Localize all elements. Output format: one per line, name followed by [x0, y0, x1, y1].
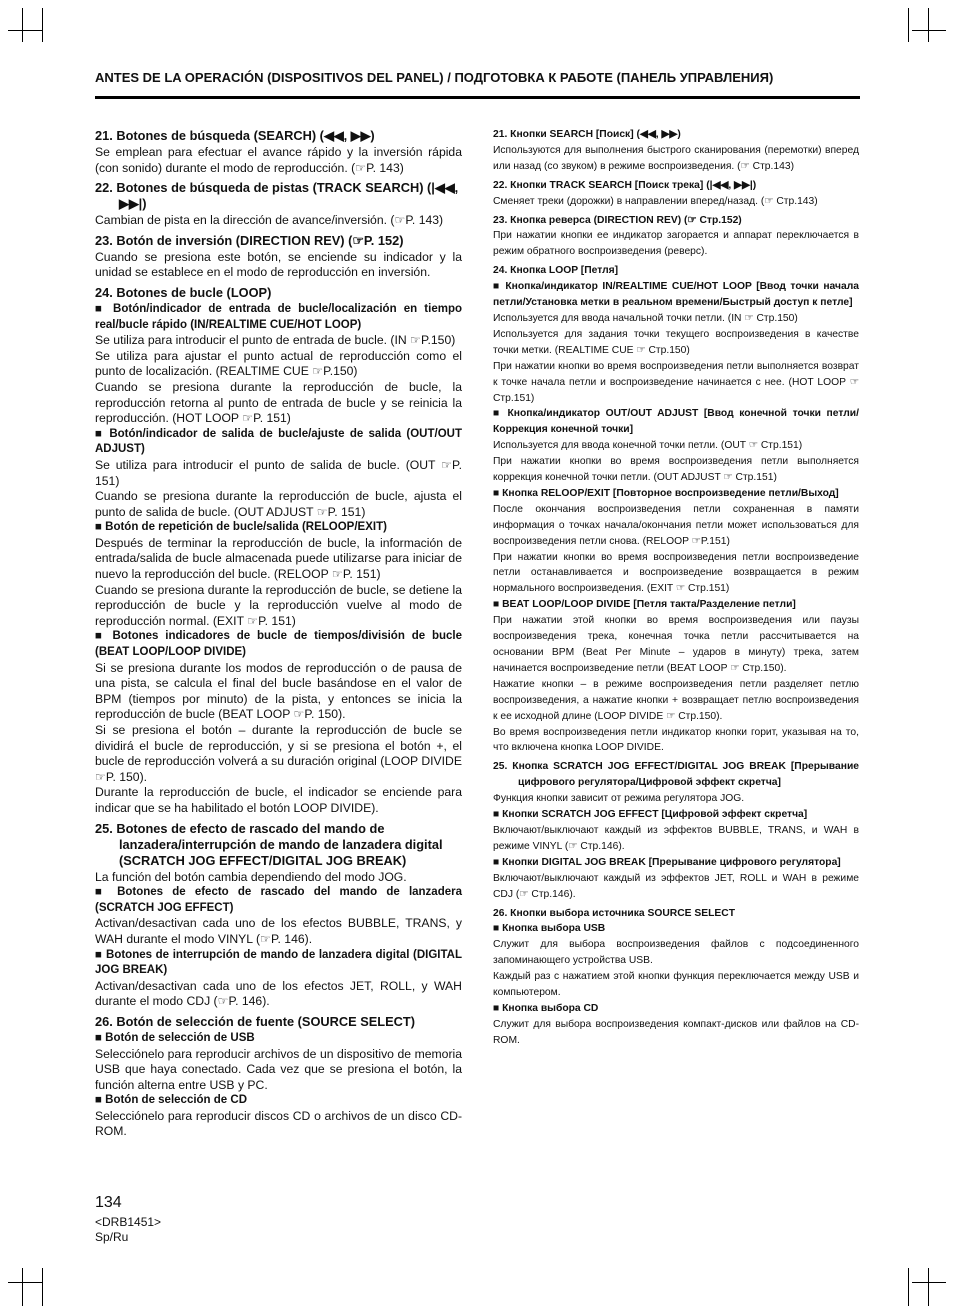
- subsection-heading: ■ Botones de interrupción de mando de lanzadera digital (DIGITAL JOG BREAK): [95, 948, 462, 977]
- paragraph: Включают/выключают каждый из эффектов BUBBLE, TRANS, и WAH в режиме VINYL (☞ Стр.146).: [493, 824, 859, 852]
- crop-mark: [928, 8, 929, 42]
- paragraph: Каждый раз с нажатием этой кнопки функция переключается между USB и компьютером.: [493, 971, 859, 999]
- paragraph: Si se presiona durante los modos de reproducción o de pausa de una pista, se calcula el final del bucle basándose en el valor de BPM (tiempos por minuto) de la pista, y entonces se inicia la reproducción de bucle (BEAT LOOP ☞P. 150).: [95, 660, 462, 722]
- paragraph: Después de terminar la reproducción de bucle, la información de entrada/salida de bucle almacenada puede utilizarse para iniciar de nuevo la reproducción del bucle. (RELOOP ☞P. 151): [95, 535, 462, 582]
- crop-mark: [8, 1282, 42, 1283]
- crop-mark: [908, 1268, 909, 1306]
- section-heading: 25. Кнопка SCRATCH JOG EFFECT/DIGITAL JOG BREAK [Прерывание цифрового регулятора/Цифровой эффект скретча]: [493, 761, 859, 789]
- page-number: 134: [95, 1194, 122, 1211]
- subsection-heading: ■ Botón/indicador de entrada de bucle/localización en tiempo real/bucle rápido (IN/REALTIME CUE/HOT LOOP): [95, 302, 462, 331]
- paragraph: Используется для ввода конечной точки петли. (OUT ☞ Стр.151): [493, 440, 803, 452]
- paragraph: После окончания воспроизведения петли сохраненная в памяти информация о точках начала/окончания петли может использоваться для воспроизведения петли снова. (RELOOP ☞P.151): [493, 503, 859, 547]
- paragraph: Selecciónelo para reproducir discos CD o archivos de un disco CD-ROM.: [95, 1108, 462, 1139]
- page-header: ANTES DE LA OPERACIÓN (DISPOSITIVOS DEL PANEL) / ПОДГОТОВКА К РАБОТЕ (ПАНЕЛЬ УПРАВЛЕНИЯ): [95, 70, 774, 85]
- paragraph: La función del botón cambia dependiendo del modo JOG.: [95, 869, 407, 884]
- subsection-heading: ■ Botón/indicador de salida de bucle/ajuste de salida (OUT/OUT ADJUST): [95, 427, 462, 456]
- section-heading: 21. Кнопки SEARCH [Поиск] (◀◀, ▶▶): [493, 129, 681, 140]
- subsection-heading: ■ Botón de selección de USB: [95, 1031, 255, 1044]
- subsection-heading: ■ Кнопка выбора USB: [493, 923, 606, 935]
- paragraph: Se utiliza para introducir el punto de entrada de bucle. (IN ☞P.150): [95, 333, 456, 348]
- paragraph: Selecciónelo para reproducir archivos de un dispositivo de memoria USB que haya conectado. Cada vez que se presiona el botón, la función alterna entre USB y PC.: [95, 1046, 462, 1092]
- paragraph: Se emplean para efectuar el avance rápido y la inversión rápida (con sonido) durante el modo de reproducción. (☞P. 143): [95, 145, 462, 175]
- subsection-heading: ■ Botón de repetición de bucle/salida (RELOOP/EXIT): [95, 521, 387, 534]
- paragraph: Используется для задания точки текущего воспроизведения в качестве точки метки. (REALTIME CUE ☞ Стр.150): [493, 328, 859, 356]
- subsection-heading: ■ Botones indicadores de bucle de tiempos/división de bucle (BEAT LOOP/LOOP DIVIDE): [95, 630, 462, 659]
- paragraph: Activan/desactivan cada uno de los efectos BUBBLE, TRANS, y WAH durante el modo VINYL (☞P. 146).: [95, 916, 462, 946]
- subsection-heading: ■ Botón de selección de CD: [95, 1094, 247, 1107]
- paragraph: Se utiliza para introducir el punto de salida de bucle. (OUT ☞P. 151): [95, 457, 462, 488]
- crop-mark: [908, 8, 909, 42]
- paragraph: Во время воспроизведения петли индикатор кнопки горит, указывая на то, что включена кнопка LOOP DIVIDE.: [493, 726, 859, 754]
- paragraph: При нажатии кнопки ее индикатор загорается и аппарат переключается в режим обратного воспроизведения (реверс).: [493, 230, 859, 258]
- crop-mark: [22, 8, 23, 42]
- paragraph: Служит для выбора воспроизведения компакт-дисков или файлов на CD-ROM.: [493, 1018, 859, 1046]
- section-heading: 22. Кнопки TRACK SEARCH [Поиск трека] (|◀◀, ▶▶|): [493, 179, 757, 191]
- paragraph: При нажатии кнопки во время воспроизведения петли воспроизведение петли останавливается и воспроизведение возвращается в режим нормального воспроизведения. (EXIT ☞ Стр.151): [493, 551, 859, 595]
- subsection-heading: ■ Кнопки DIGITAL JOG BREAK [Прерывание цифрового регулятора]: [493, 856, 841, 868]
- section-heading: 26. Botón de selección de fuente (SOURCE SELECT): [95, 1013, 415, 1029]
- paragraph: При нажатии кнопки во время воспроизведения петли выполняется возврат к точке начала петли и воспроизведение начинается с нее. (HOT LOOP ☞ Стр.151): [493, 360, 859, 404]
- paragraph: Se utiliza para ajustar el punto actual de reproducción como el punto de localización. (REALTIME CUE ☞P.150): [95, 348, 462, 379]
- section-heading: 24. Кнопка LOOP [Петля]: [493, 265, 619, 277]
- subsection-heading: ■ Botones de efecto de rascado del mando de lanzadera (SCRATCH JOG EFFECT): [95, 886, 462, 914]
- russian-column: [493, 124, 859, 1049]
- header-rule: [95, 96, 860, 99]
- paragraph: Нажатие кнопки – в режиме воспроизведения петли разделяет петлю воспроизведения, а нажатие кнопки + возвращает петлю воспроизведения к ее исходной длине (LOOP DIVIDE ☞ Стр.150).: [493, 678, 859, 722]
- paragraph: Сменяет треки (дорожки) в направлении вперед/назад. (☞ Стр.143): [493, 195, 818, 207]
- crop-mark: [912, 1282, 946, 1283]
- subsection-heading: ■ Кнопка RELOOP/EXIT [Повторное воспроизведение петли/Выход]: [493, 487, 839, 499]
- paragraph: Durante la reproducción de bucle, el indicador se enciende para indicar que se ha habilitado el botón LOOP DIVIDE).: [95, 785, 462, 815]
- section-heading: 25. Botones de efecto de rascado del mando de lanzadera/interrupción de mando de lanzadera digital (SCRATCH JOG EFFECT/DIGITAL JOG BREAK): [95, 820, 443, 868]
- paragraph: Cuando se presiona durante la reproducción de bucle, la reproducción retorna al punto de entrada de bucle y se reinicia la reproducción. (HOT LOOP ☞P. 151): [95, 379, 462, 426]
- subsection-heading: ■ BEAT LOOP/LOOP DIVIDE [Петля такта/Разделение петли]: [493, 599, 796, 611]
- spanish-column: [95, 124, 462, 1140]
- paragraph: При нажатии этой кнопки во время воспроизведения или паузы воспроизведения трека, конечная точка петли рассчитывается на основании BPM (Beat Per Minute – ударов в минуту) трека, затем начинается воспроизведение петли (BEAT LOOP ☞ Стр.150).: [493, 615, 859, 674]
- doc-code-text: <DRB1451>: [95, 1215, 162, 1229]
- paragraph: Включают/выключают каждый из эффектов JET, ROLL и WAH в режиме CDJ (☞ Стр.146).: [493, 872, 859, 900]
- paragraph: Cuando se presiona durante la reproducción de bucle, se detiene la reproducción de bucle y la reproducción vuelve al modo de reproducción normal. (EXIT ☞P. 151): [95, 582, 462, 628]
- section-heading: 23. Кнопка реверса (DIRECTION REV) (☞ Стр.152): [493, 214, 742, 226]
- section-heading: 21. Botones de búsqueda (SEARCH) (◀◀, ▶▶): [95, 128, 375, 143]
- paragraph: Cuando se presiona durante la reproducción de bucle, ajusta el punto de salida de bucle. (OUT ADJUST ☞P. 151): [95, 489, 462, 519]
- crop-mark: [42, 8, 43, 42]
- crop-mark: [22, 1268, 23, 1306]
- paragraph: При нажатии кнопки во время воспроизведения петли выполняется коррекция конечной точки петли. (OUT ADJUST ☞ Стр.151): [493, 456, 859, 484]
- subsection-heading: ■ Кнопки SCRATCH JOG EFFECT [Цифровой эффект скретча]: [493, 809, 808, 821]
- section-heading: 23. Botón de inversión (DIRECTION REV) (☞P. 152): [95, 232, 404, 248]
- crop-mark: [8, 30, 42, 31]
- paragraph: Используются для выполнения быстрого сканирования (перемотки) вперед или назад (со звуком) в режиме воспроизведения. (☞ Стр.143): [493, 144, 859, 172]
- crop-mark: [928, 1268, 929, 1306]
- crop-mark: [912, 30, 946, 31]
- paragraph: Cambian de pista en la dirección de avance/inversión. (☞P. 143): [95, 213, 444, 228]
- paragraph: Activan/desactivan cada uno de los efectos JET, ROLL, y WAH durante el modo CDJ (☞P. 146).: [95, 978, 462, 1009]
- section-heading: 22. Botones de búsqueda de pistas (TRACK SEARCH) (|◀◀, ▶▶|): [95, 180, 459, 212]
- paragraph: Используется для ввода начальной точки петли. (IN ☞ Стр.150): [493, 312, 798, 324]
- paragraph: Si se presiona el botón – durante la reproducción de bucle se dividirá el bucle de reproducción, y si se presiona el botón +, el bucle de reproducción volverá a su duración original (LOOP DIVIDE ☞P. 150).: [95, 723, 462, 784]
- paragraph: Служит для выбора воспроизведения файлов с подсоединенного запоминающего устройства USB.: [493, 939, 859, 967]
- paragraph: Функция кнопки зависит от режима регулятора JOG.: [493, 793, 745, 805]
- subsection-heading: ■ Кнопка выбора CD: [493, 1002, 599, 1014]
- subsection-heading: ■ Кнопка/индикатор IN/REALTIME CUE/HOT LOOP [Ввод точки начала петли/Установка метки в реальном времени/Быстрый доступ к петле]: [493, 281, 859, 309]
- subsection-heading: ■ Кнопка/индикатор OUT/OUT ADJUST [Ввод конечной точки петли/Коррекция конечной точки]: [493, 408, 859, 436]
- section-heading: 24. Botones de bucle (LOOP): [95, 284, 272, 300]
- section-heading: 26. Кнопки выбора источника SOURCE SELECT: [493, 907, 735, 919]
- document-code: [95, 1215, 161, 1245]
- crop-mark: [42, 1268, 43, 1306]
- paragraph: Cuando se presiona este botón, se enciende su indicador y la unidad se establece en el modo de reproducción en inversión.: [95, 249, 462, 280]
- language-code: Sp/Ru: [95, 1230, 129, 1244]
